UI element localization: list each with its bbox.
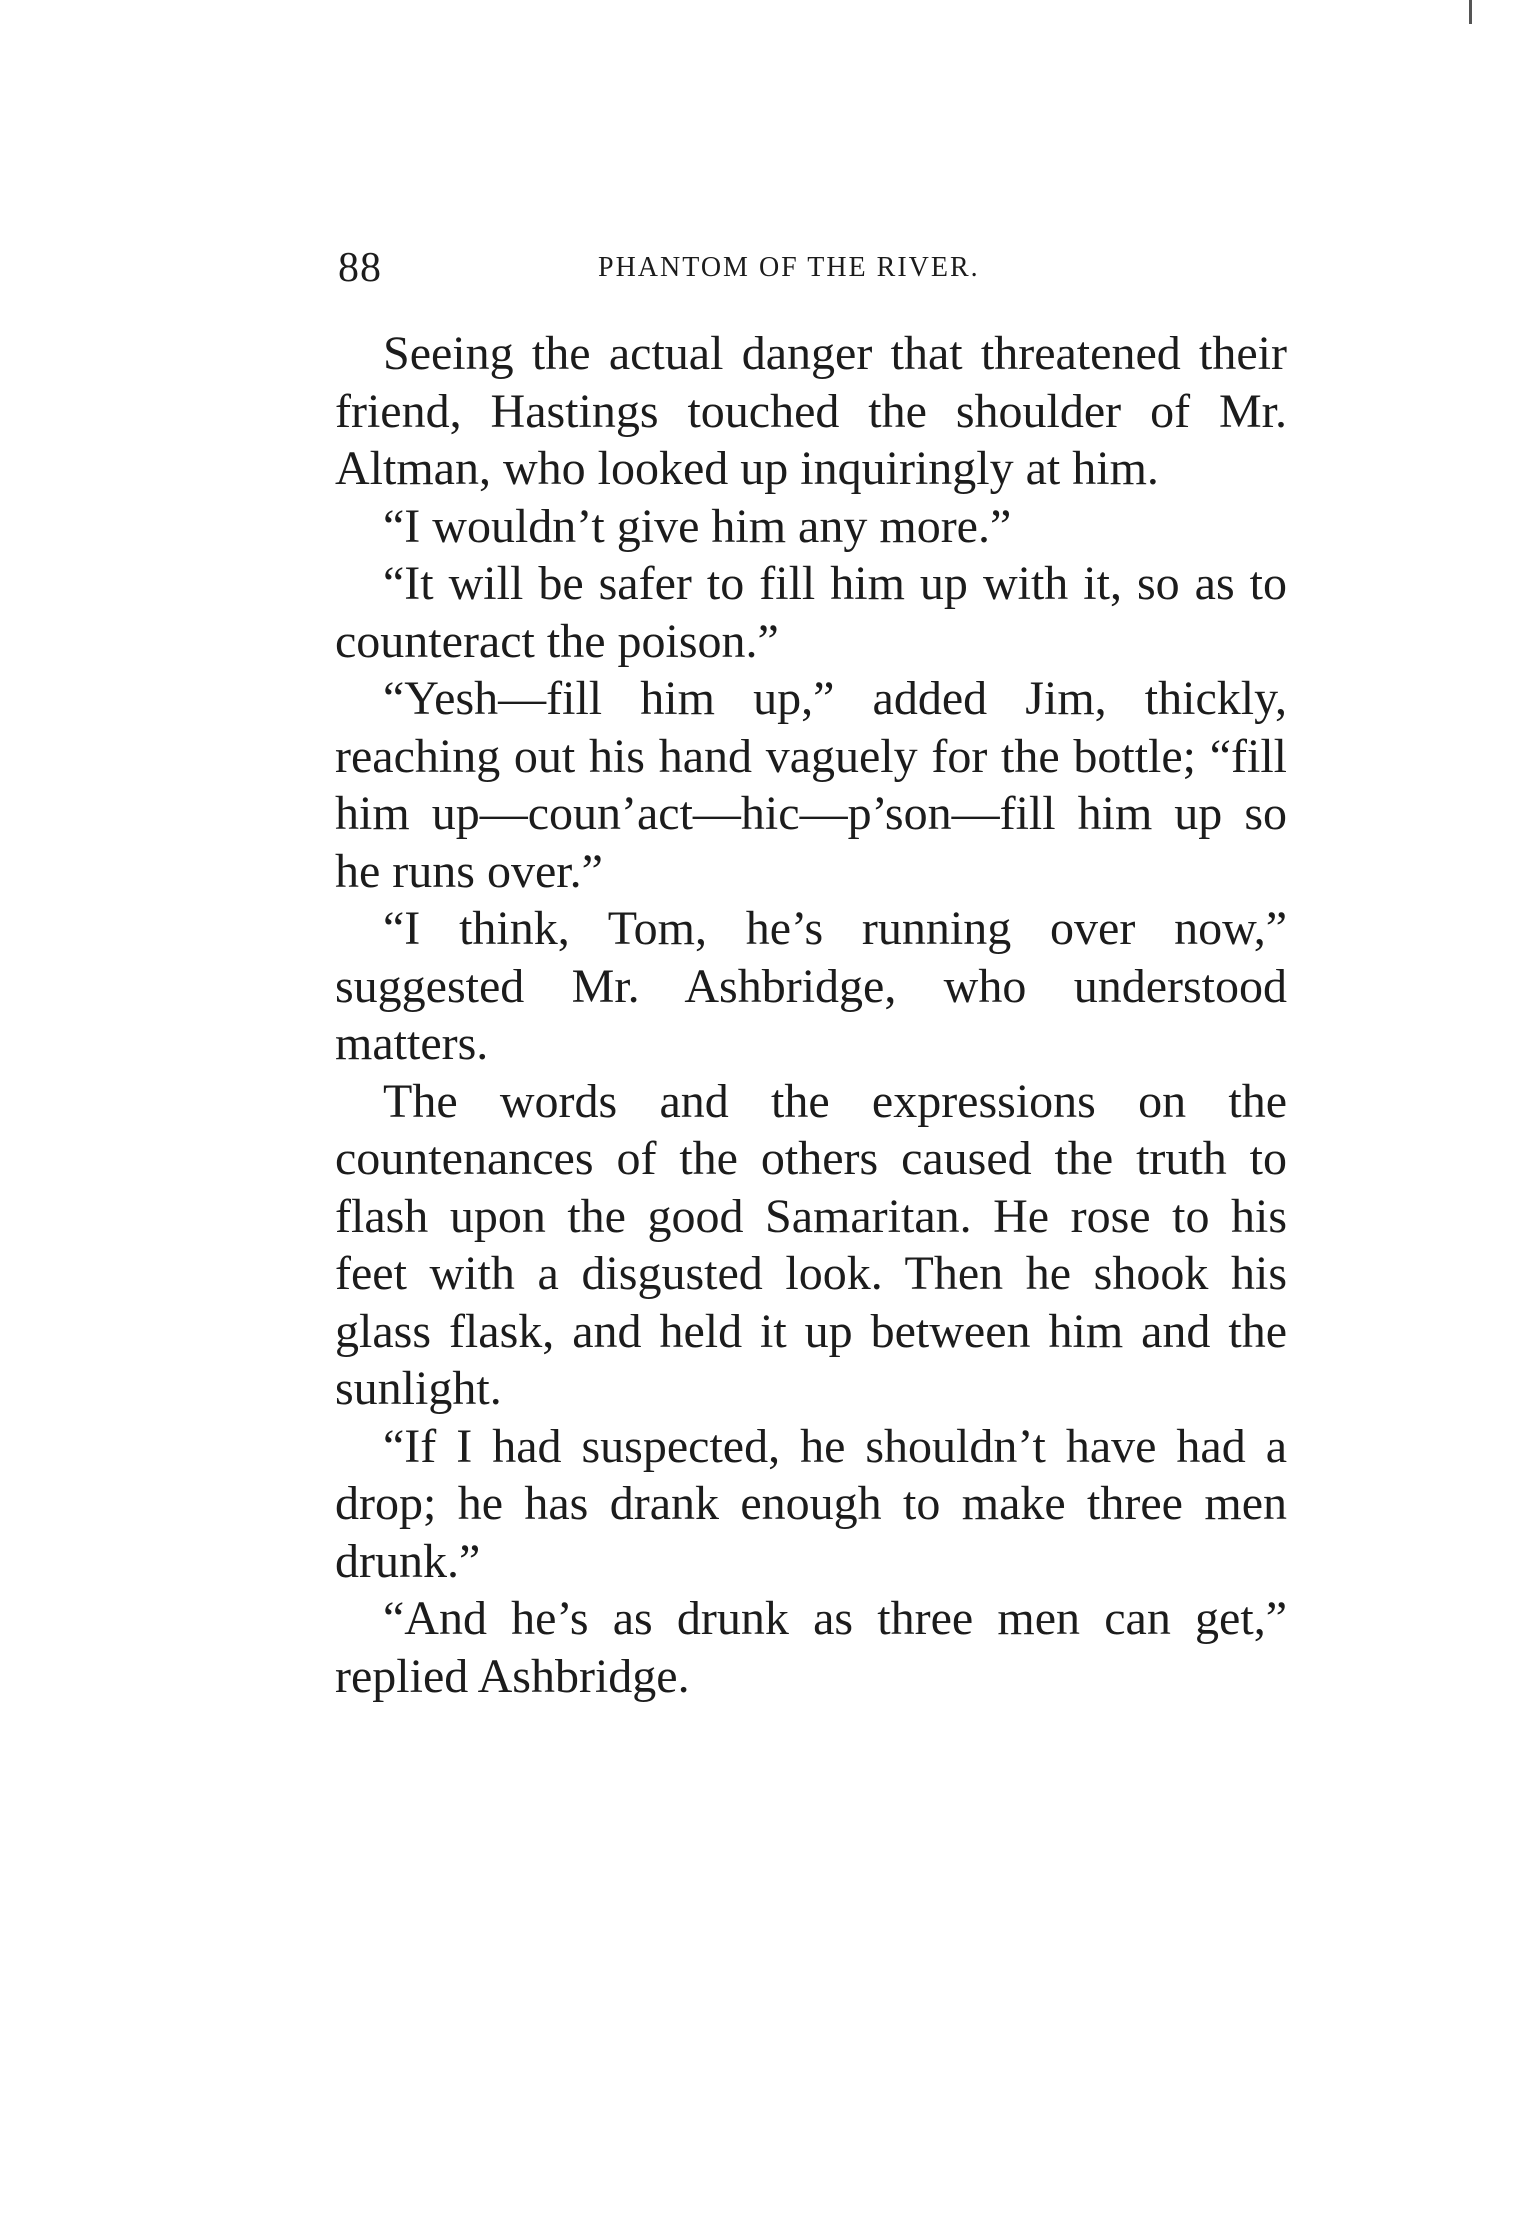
paragraph: “I think, Tom, he’s running over now,” suggested Mr. Ashbridge, who understood matters. xyxy=(335,902,1287,1070)
margin-mark xyxy=(1469,0,1472,24)
paragraph: “It will be safer to fill him up with it, so as to counteract the poison.” xyxy=(335,557,1287,668)
running-title: PHANTOM OF THE RIVER. xyxy=(598,252,980,283)
paragraph: The words and the expressions on the countenances of the others caused the truth to flash upon the good Samaritan. He rose to his feet with a disgusted look. Then he shook his glass flask, and held it up between him and the sunlight. xyxy=(335,1074,1287,1415)
paragraph: “I wouldn’t give him any more.” xyxy=(383,499,1012,553)
body-text xyxy=(335,325,1287,1705)
paragraph: “If I had suspected, he shouldn’t have had a drop; he has drank enough to make three men drunk.” xyxy=(335,1419,1287,1588)
page-number: 88 xyxy=(338,245,382,291)
paragraph: “Yesh—fill him up,” added Jim, thickly, reaching out his hand vaguely for the bottle; “fill him up—coun’act—hic—p’son—fill him up so he runs over.” xyxy=(335,672,1287,898)
paragraph: “And he’s as drunk as three men can get,” replied Ashbridge. xyxy=(335,1592,1287,1703)
paragraph: Seeing the actual danger that threatened their friend, Hastings touched the shoulder of Mr. Altman, who looked up inquiringly at him. xyxy=(335,327,1287,495)
page-header xyxy=(338,238,1290,298)
